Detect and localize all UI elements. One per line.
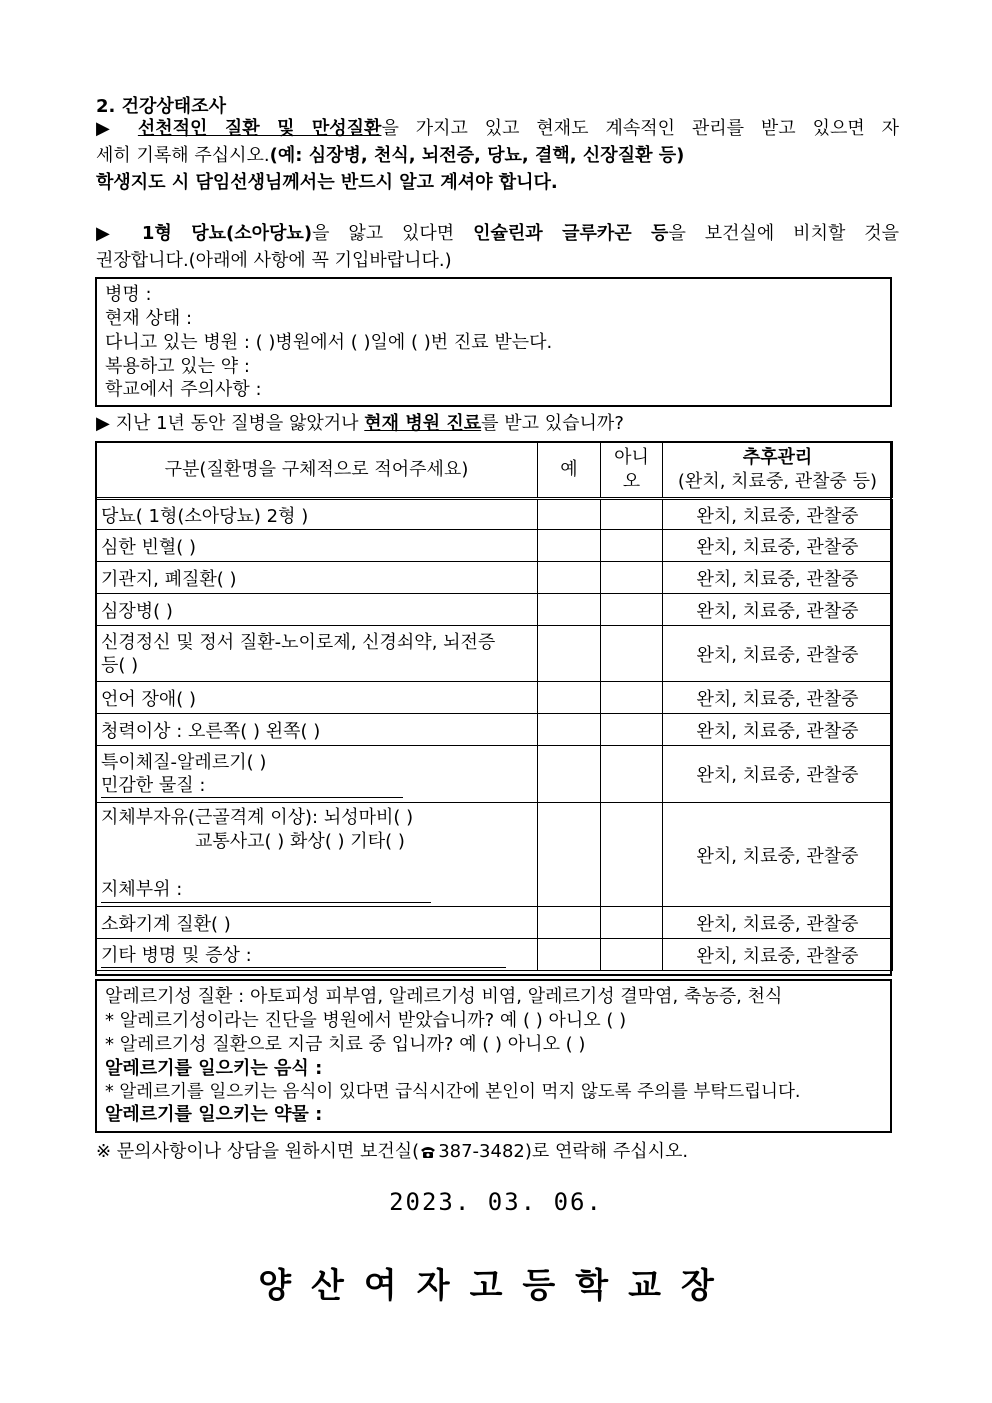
question-emphasis: 현재 병원 진료: [364, 413, 482, 434]
yes-cell[interactable]: [538, 499, 601, 530]
physical-line1: 지체부자유(근골격계 이상): 뇌성마비( ): [101, 807, 414, 828]
illness-question: [96, 411, 624, 437]
yes-cell[interactable]: [538, 939, 601, 971]
arrow-icon: ▶: [96, 223, 124, 244]
row-label-heart: 심장병( ): [96, 594, 538, 626]
medicine-field[interactable]: 복용하고 있는 약 :: [105, 356, 250, 377]
row-label-anemia: 심한 빈혈( ): [96, 530, 538, 562]
paragraph-diabetes-line1: [96, 221, 899, 247]
followup-cell[interactable]: 완치, 치료중, 관찰중: [663, 562, 893, 594]
body-part-field[interactable]: 지체부위 :: [101, 878, 431, 903]
table-row: [96, 907, 893, 939]
paragraph-chronic-line1: [96, 116, 899, 142]
paragraph-diabetes-line2: 권장합니다.(아래에 사항에 꼭 기입바랍니다.): [96, 250, 452, 271]
followup-cell[interactable]: 완치, 치료중, 관찰중: [663, 939, 893, 971]
header-no: 아니오: [601, 442, 663, 499]
arrow-icon: ▶: [96, 118, 121, 139]
question-text: 지난 1년 동안 질병을 앓았거나: [109, 413, 365, 434]
diabetes-text: 을 앓고 있다면: [312, 223, 474, 244]
table-row: [96, 562, 893, 594]
no-cell[interactable]: [601, 530, 663, 562]
chronic-disease-emphasis: 선천적인 질환 및 만성질환: [137, 118, 382, 139]
followup-cell[interactable]: 완치, 치료중, 관찰중: [663, 594, 893, 626]
allergy-drug-field[interactable]: 알레르기를 일으키는 약물 :: [105, 1104, 323, 1125]
allergy-diseases-line: 알레르기성 질환 : 아토피성 피부염, 알레르기성 비염, 알레르기성 결막염, 축농증, 천식: [105, 986, 783, 1007]
insulin-glucagon-text: 인슐린과 글루카곤 등: [473, 223, 669, 244]
yes-cell[interactable]: [538, 626, 601, 682]
chronic-text-2: 세히 기록해 주십시오.: [96, 145, 270, 166]
other-illness-field[interactable]: 기타 병명 및 증상 :: [101, 941, 506, 968]
arrow-icon: ▶: [96, 413, 110, 434]
diabetes-info-box: [95, 277, 892, 407]
table-row: [96, 714, 893, 746]
diabetes-text-2: 을 보건실에 비치할 것을: [668, 223, 900, 244]
followup-cell[interactable]: 완치, 치료중, 관찰중: [663, 626, 893, 682]
contact-note: [96, 1139, 688, 1167]
no-cell[interactable]: [601, 562, 663, 594]
physical-line2: 교통사고( ) 화상( ) 기타( ): [195, 831, 405, 852]
document-date: 2023. 03. 06.: [389, 1188, 603, 1216]
current-status-field[interactable]: 현재 상태 :: [105, 308, 193, 329]
no-cell[interactable]: [601, 594, 663, 626]
followup-cell[interactable]: 완치, 치료중, 관찰중: [663, 499, 893, 530]
table-row: [96, 682, 893, 714]
contact-text-2: 387-3482)로 연락해 주십시오.: [438, 1141, 689, 1162]
yes-cell[interactable]: [538, 562, 601, 594]
no-cell[interactable]: [601, 746, 663, 803]
allergy-diagnosis-question[interactable]: * 알레르기성이라는 진단을 병원에서 받았습니까? 예 ( ) 아니오 ( ): [105, 1010, 627, 1031]
yes-cell[interactable]: [538, 907, 601, 939]
followup-cell[interactable]: 완치, 치료중, 관찰중: [663, 530, 893, 562]
chronic-text: 을 가지고 있고 현재도 계속적인 관리를 받고 있으면 자: [381, 118, 899, 139]
table-header-row: [96, 442, 893, 499]
row-label-allergy: [96, 746, 538, 803]
row-label-digestive: 소화기계 질환( ): [96, 907, 538, 939]
table-row: [96, 803, 893, 907]
hospital-field[interactable]: 다니고 있는 병원 : ( )병원에서 ( )일에 ( )번 진료 받는다.: [105, 332, 553, 353]
teacher-note: 학생지도 시 담임선생님께서는 반드시 알고 계셔야 합니다.: [96, 172, 558, 193]
allergy-treatment-question[interactable]: * 알레르기성 질환으로 지금 치료 중 입니까? 예 ( ) 아니오 ( ): [105, 1034, 586, 1055]
disease-name-field[interactable]: 병명 :: [105, 284, 152, 305]
no-cell[interactable]: [601, 939, 663, 971]
followup-cell[interactable]: 완치, 치료중, 관찰중: [663, 714, 893, 746]
row-label-neuro: [96, 626, 538, 682]
no-cell[interactable]: [601, 714, 663, 746]
followup-cell[interactable]: 완치, 치료중, 관찰중: [663, 907, 893, 939]
paragraph-chronic-line2: [96, 143, 899, 169]
neuro-line1: 신경정신 및 정서 질환-노이로제, 신경쇠약, 뇌전증: [101, 631, 496, 653]
yes-cell[interactable]: [538, 682, 601, 714]
row-label-lung: 기관지, 폐질환( ): [96, 562, 538, 594]
no-cell[interactable]: [601, 682, 663, 714]
type1-diabetes-text: 1형 당뇨(소아당뇨): [141, 223, 313, 244]
section-title: 2. 건강상태조사: [96, 96, 226, 117]
illness-table: [95, 441, 893, 971]
question-text-2: 를 받고 있습니까?: [481, 413, 624, 434]
yes-cell[interactable]: [538, 746, 601, 803]
table-row: [96, 939, 893, 971]
yes-cell[interactable]: [538, 714, 601, 746]
neuro-line2: 등( ): [101, 654, 139, 676]
school-caution-field[interactable]: 학교에서 주의사항 :: [105, 379, 262, 400]
followup-title: 추후관리: [742, 446, 813, 468]
yes-cell[interactable]: [538, 530, 601, 562]
contact-text: ※ 문의사항이나 상담을 원하시면 보건실(: [96, 1141, 420, 1162]
table-row: [96, 746, 893, 803]
row-label-other: [96, 939, 538, 971]
no-cell[interactable]: [601, 626, 663, 682]
sensitive-substance-field[interactable]: 민감한 물질 :: [101, 774, 403, 798]
no-cell[interactable]: [601, 499, 663, 530]
allergy-box: [95, 979, 892, 1133]
header-category: 구분(질환명을 구체적으로 적어주세요): [96, 442, 538, 499]
row-label-hearing: 청력이상 : 오른쪽( ) 왼쪽( ): [96, 714, 538, 746]
phone-icon: [419, 1141, 437, 1167]
followup-cell[interactable]: 완치, 치료중, 관찰중: [663, 803, 893, 907]
header-yes: 예: [538, 442, 601, 499]
yes-cell[interactable]: [538, 803, 601, 907]
table-row: [96, 530, 893, 562]
yes-cell[interactable]: [538, 594, 601, 626]
table-row: [96, 626, 893, 682]
row-label-diabetes: 당뇨( 1형(소아당뇨) 2형 ): [96, 499, 538, 530]
followup-cell[interactable]: 완치, 치료중, 관찰중: [663, 682, 893, 714]
row-label-speech: 언어 장애( ): [96, 682, 538, 714]
header-followup: [663, 442, 893, 499]
allergy-line1: 특이체질-알레르기( ): [101, 751, 267, 773]
examples-text: (예: 심장병, 천식, 뇌전증, 당뇨, 결핵, 신장질환 등): [269, 145, 685, 166]
no-cell[interactable]: [601, 803, 663, 907]
followup-subtitle: (완치, 치료중, 관찰중 등): [677, 470, 878, 492]
school-signature: 양산여자고등학교장: [258, 1266, 734, 1306]
row-label-physical: [96, 803, 538, 907]
table-row: [96, 594, 893, 626]
allergy-food-field[interactable]: 알레르기를 일으키는 음식 :: [105, 1058, 323, 1079]
followup-cell[interactable]: 완치, 치료중, 관찰중: [663, 746, 893, 803]
allergy-food-note: * 알레르기를 일으키는 음식이 있다면 급식시간에 본인이 먹지 않도록 주의를 부탁드립니다.: [105, 1082, 801, 1102]
no-cell[interactable]: [601, 907, 663, 939]
table-row: [96, 499, 893, 530]
